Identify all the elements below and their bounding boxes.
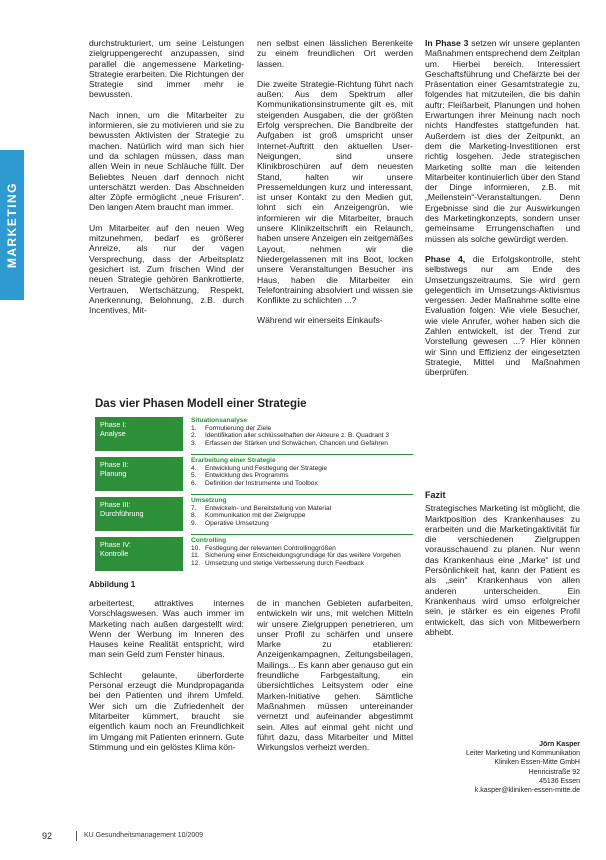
phase-sub: Kontrolle (100, 548, 129, 558)
phase-item (191, 432, 413, 440)
phase-lead: Phase 4, (425, 253, 466, 264)
phase-item-text: Formulierung der Ziele (205, 424, 272, 432)
phase-item-text: Sicherung einer Entscheidungsgrundlage für das weitere Vorgehen (205, 552, 401, 560)
section-tab-label: MARKETING (5, 181, 19, 269)
phase-name: Phase III: (100, 500, 131, 509)
phase-item (191, 545, 413, 553)
phase-box (95, 497, 183, 531)
phase-sub: Analyse (100, 428, 126, 438)
figure-caption: Abbildung 1 (89, 580, 136, 589)
phase-item-number: 1. (191, 424, 197, 432)
fazit-section (425, 490, 580, 637)
phase-item (191, 512, 413, 520)
author-line: Henricistraße 92 (528, 768, 580, 776)
phase-item-number: 12. (191, 559, 201, 567)
phase-item-text: Operative Umsetzung (205, 519, 269, 527)
phase-detail (191, 537, 413, 567)
phase-name: Phase I: (100, 420, 127, 429)
divider (191, 494, 413, 495)
divider (191, 534, 413, 535)
phase-detail (191, 497, 413, 527)
phase-item-text: Kommunikation mit der Zielgruppe (205, 512, 306, 520)
phase-item-number: 11. (191, 552, 200, 560)
author-email[interactable]: k.kasper@kliniken-essen-mitte.de (474, 787, 580, 795)
phase-item (191, 520, 413, 528)
paragraph: Um Mitarbeiter auf den neuen Weg mitzunehmen, bedarf es größerer Anreize, als nur der vagen Versprechung, dass der Arbeitsplatz gesichert ist. Zum frischen Wind der neuen Strategie gehören Bankrottierte, Vertrauen, Wertschätzung, Respekt, Anerkennung, Belohnung, z.B. durch Incentives, Mit- (89, 222, 244, 316)
figure-title: Das vier Phasen Modell einer Strategie (95, 398, 307, 410)
phase-text: die Erfolgskontrolle, steht selbstwegs nur am Ende des Umsetzungszeitraums. Sie wird gern gelegentlich im Umsetzungs-Aktivismus vergessen. Jeder Maßnahme sollte eine Evaluation folgen: Wie viele Besucher, wie viele Anrufer, woher haben sich die Zahlen entwickelt, ist der Trend zur Vorstellung gewesen ...? Hier können wir Sinn und Effizienz der eingesetzten Strategie, Mittel und Maßnahmen überprüfen. (425, 253, 580, 378)
divider (191, 454, 413, 455)
phase-item-number: 9. (191, 519, 197, 527)
phase-item (191, 552, 413, 560)
phase-item-number: 6. (191, 479, 197, 487)
phase-item-text: Umsetzung und stetige Verbesserung durch Feedback (205, 559, 365, 567)
phase-item-text: Entwicklung des Programms (205, 472, 289, 480)
phase-item-number: 2. (191, 432, 197, 440)
phase-name: Phase IV: (100, 540, 131, 549)
phase-box (95, 457, 183, 491)
paragraph (425, 38, 580, 244)
phase-head: Situationsanalyse (191, 417, 248, 424)
column-3-top (425, 38, 580, 378)
phase-item (191, 480, 413, 488)
author-line: Leiter Marketing und Kommunikation (465, 750, 580, 758)
paragraph: nen selbst einen lässlichen Berenkeite zu einem freundlichen Ort werden lassen. (257, 38, 413, 69)
phase-item-number: 10. (191, 544, 201, 552)
paragraph: durchstrukturiert, um seine Leistungen zielgruppengerecht anzupassen, sind parallel die angemessene Marketing-Strategie erarbeiten. Die Richtungen der Strategie sind immer mehr ie bewussten. (89, 38, 244, 100)
phase-text: setzen wir unsere geplanten Maßnahmen entsprechend dem Zeitplan um. Hierbei bereich. Interessiert Geschaftsführung und Chefärzte bei der Präsentation einer Gesamtstrategie zu, folgendes hat mitzuteilen, die bis dahin auftr: Fleißarbeit, Planungen und hohen Erwartungen ihrer Meinung nach noch nichts Handfestes stattgefunden hat. Außerdem ist dies der Zeitpunkt, an dem die Marketing-Investitionen erst richtig losgehen. Jede strategischen Marketing sollte man die leitenden Mitarbeiter kontinuierlich über den Stand der Dinge informieren, z.B. mit „Meilenstein“-Veranstaltungen. Denn Ergebnisse sind die zur Auswirkungen des Marketingkonzepts, sondern unser gemeinsame Errungenschaften und müssen als solche gewürdigt werden. (425, 38, 580, 244)
paragraph: de in manchen Gebieten aufarbeiten, entwickeln wir uns, mit welchen Mitteln wir unsere Zielgruppen penetrieren, um unser Profil zu schärfen und unsere Marke zu etablieren: Anzeigenkampagnen, Zeitungsbeilagen, Mailings... Es kann aber genauso gut ein freundliche Farbgestaltung, ein übersichtliches Leitsystem oder eine Marken-Initiative gehen. Sämtliche Maßnahmen müssen untereinander vernetzt und aufeinander abgestimmt sein. Alles auf einmal geht nicht und führt dazu, dass Mitarbeiter und Mittel Wirkungslos verheizt werden. (257, 598, 413, 753)
phase-detail (191, 417, 413, 447)
paragraph: Während wir einerseits Einkaufs- (257, 315, 383, 326)
phase-item-number: 7. (191, 504, 197, 512)
phase-item-text: Definition der Instrumente und Toolbox (205, 479, 318, 487)
phase-item (191, 425, 413, 433)
phase-item-number: 4. (191, 464, 197, 472)
phase-item-number: 3. (191, 439, 197, 447)
paragraph: arbeitertest, attraktives internes Vorschlagswesen. Was auch immer im Marketing nach außen dargestellt wird: Wenn der Werbung im Inneren des Hauses keine Realität entspricht, wird man sein Geld zum Fenster hinaus. (89, 598, 244, 660)
column-2-top (257, 38, 413, 326)
phase-item (191, 440, 413, 448)
column-2-bottom (257, 598, 413, 752)
section-tab (0, 150, 24, 300)
page-number: 92 (42, 831, 53, 841)
phase-item-text: Identifikation aller schlüsselhaften der Akteure z. B. Quadrant 3 (205, 432, 389, 440)
phase-head: Controlling (191, 537, 227, 544)
strategy-figure (89, 393, 419, 576)
paragraph: Die zweite Strategie-Richtung führt nach außen: Aus dem Spektrum aller Kommunikationsinstrumente gilt es, mit steigenden Ausgaben, die der größten Erfolg versprechen. Die Bandbreite der Aufgaben ist groß umspricht unser Internet-Auftritt den aktuellen User-Neigungen, sind unsere Klinikbroschüren auf dem neuesten Stand, halten wir unsere Pressemeldungen kurz und interessant, ist unser Kontakt zu den Medien gut, lohnt sich ein Anzeigengrün, wie informieren wir die Mitarbeiter, brauch unsere Klinikzeitschrift ein Relaunch, haben unsere Anzeigen ein zeitgemäßes Layout, nehmen wir die Niedergelassenen mit ins Boot, locken unsere Veranstaltungen Besucher ins Haus, haben die Mitarbeiter ein Telefontraining absolviert und wissen sie Konflikte zu schlichten ...? (257, 78, 413, 306)
paragraph: Nach innen, um die Mitarbeiter zu informieren, sie zu motivieren und sie zu bewussten Aktivisten der Strategie zu machen. Natürlich wird man sich hier und da schlagen müssen, dass man allen Wein in neue Schläuche füllt. Der Beliebtes Neuen darf dennoch nicht unterschätzt werden. Das Abschneiden alter Zöpfe ermöglicht „neue Frisuren“. Den langen Atem braucht man immer. (89, 109, 244, 213)
phase-item-number: 5. (191, 472, 197, 480)
phase-box (95, 417, 183, 451)
fazit-title: Fazit (425, 490, 446, 500)
paragraph: Schlecht gelaunte, überforderte Personal erzeugt die Mundpropaganda bei den Patienten und ihrem Umfeld. Wer sich um die Zufriedenheit der Mitarbeiter kümmert, braucht sie eigentlich kaum noch an Freundlichkeit im Umgang mit Patienten erinnern. Gute Stimmung und ein gelöstes Klima kön- (89, 669, 244, 752)
phase-item-text: Festlegung der relevanten Controllinggrößen (205, 544, 336, 552)
author-line: 45136 Essen (539, 777, 580, 785)
author-line: Kliniken Essen-Mitte GmbH (494, 759, 580, 767)
phase-head: Umsetzung (191, 497, 227, 504)
author-name: Jörn Kasper (539, 741, 580, 748)
phase-sub: Durchführung (100, 508, 144, 518)
phase-item-text: Entwickeln- und Bereitstellung von Material (205, 504, 332, 512)
fazit-text: Strategisches Marketing ist möglicht, die Marktposition des Krankenhauses zu erarbeiten und die Marketingaktivität für die verschiedenen Zielgruppen vorausschauend zu planen. Nur wenn das Krankenhaus eine „Marke“ ist und Persönlichkeit hat, kann der Patient es als „sein“ Krankenhaus von allen anderen unterscheiden. Ein Krankenhaus wird umso erfolgreicher sein, je stärker es ein eigenes Profil entwickelt, das sich von Mitbewerbern abhebt. (425, 503, 580, 637)
author-block (425, 740, 580, 795)
phase-sub: Planung (100, 468, 127, 478)
footer-divider (76, 831, 77, 841)
phase-box (95, 537, 183, 571)
phase-item (191, 560, 413, 568)
phase-item (191, 472, 413, 480)
column-1-bottom (89, 598, 244, 752)
footer-publication: KU Gesundheitsmanagement 10/2009 (84, 832, 204, 839)
phase-item-text: Entwicklung und Festlegung der Strategie (205, 464, 328, 472)
paragraph (425, 254, 580, 378)
phase-head: Erarbeitung einer Strategie (191, 457, 276, 464)
phase-item-text: Erfassen der Stärken und Schwächen, Chancen und Gefahren (205, 439, 388, 447)
phase-item (191, 505, 413, 513)
phase-lead: In Phase 3 (425, 38, 469, 48)
phase-detail (191, 457, 413, 487)
phase-name: Phase II: (100, 460, 129, 469)
phase-item-number: 8. (191, 512, 197, 520)
column-1-top (89, 38, 244, 315)
phase-item (191, 465, 413, 473)
